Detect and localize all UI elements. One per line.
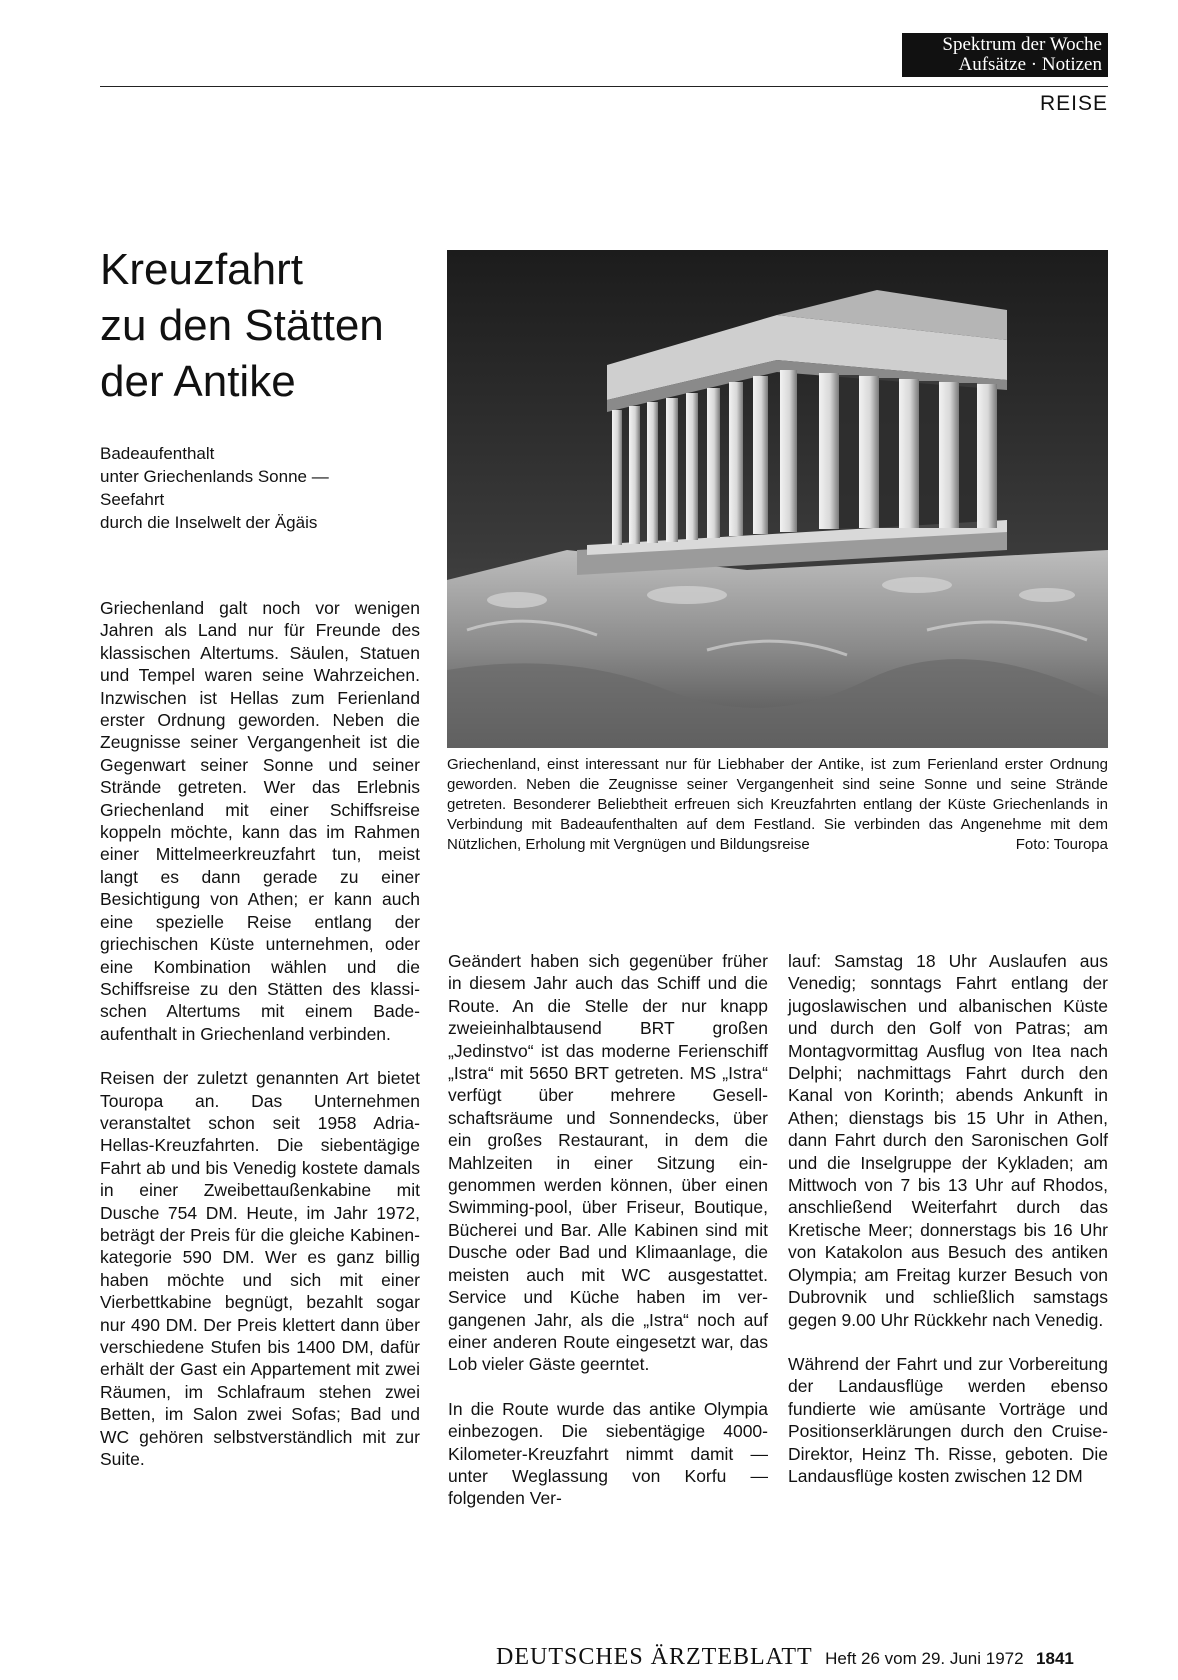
title-line-3: der Antike: [100, 357, 296, 406]
article-title: [100, 242, 440, 410]
article-subtitle: [100, 442, 430, 534]
page-number: 1841: [1036, 1649, 1074, 1668]
badge-line-2: Aufsätze · Notizen: [958, 54, 1102, 75]
col2-paragraph-1: Geändert haben sich gegenüber früher in diesem Jahr auch das Schiff und die Route. An die Stelle der nur knapp zweieinhalbtausend BRT großen „Jedinstvo“ ist das moderne Ferienschiff „Istra“ mit 5650 BRT getreten. MS „Istra“ verfügt über mehrere Gesellschaftsräume und Sonnendecks, über ein großes Restaurant, in dem die Mahlzeiten in einer Sitzung eingenommen werden können, über einen Swimming-pool, über Friseur, Boutique, Bücherei und Bar. Alle Kabinen sind mit Dusche oder Bad und Klimaanlage, die meisten auch mit WC ausgestattet. Service und Küche haben im vergangenen Jahr, als die „Istra“ noch auf einer anderen Route eingesetzt war, das Lob vieler Gäste geerntet.: [448, 951, 768, 1375]
title-line-1: Kreuzfahrt: [100, 245, 303, 294]
caption-text: Griechenland, einst interessant nur für Liebhaber der Antike, ist zum Ferienland erster Ordnung geworden. Neben die Zeugnisse seiner Vergangenheit sind seine Sonne und seine Strände getreten. Besonderer Beliebtheit erfreuen sich Kreuzfahrten entlang der Küste Griechenlands in Verbindung mit Badeaufenthalten auf dem Festland. Sie verbinden das Angenehme mit dem Nützlichen, Erholung mit Vergnügen und Bildungsreise: [447, 756, 1108, 853]
col1-paragraph-2: Reisen der zuletzt genannten Art bietet Touropa an. Das Unternehmen veranstaltet schon seit 1958 Adria-Hellas-Kreuzfahrten. Die siebentägige Fahrt ab und bis Venedig kostete damals in einer Zweibettaußenkabine mit Dusche 754 DM. Heute, im Jahr 1972, beträgt der Preis für die gleiche Kabinenkategorie 590 DM. Wer es ganz billig haben möchte und sich mit einer Vierbettkabine begnügt, bezahlt sogar nur 490 DM. Der Preis klettert dann über verschiedene Stufen bis 1400 DM, dafür erhält der Gast ein Appartement mit zwei Räumen, im Schlafraum stehen zwei Betten, im Salon zwei Sofas; Bad und WC gehören selbstverständlich mit zur Suite.: [100, 1068, 420, 1470]
subtitle-line-4: durch die Inselwelt der Ägäis: [100, 513, 318, 532]
col2-paragraph-2: In die Route wurde das antike Olympia einbezogen. Die siebentägige 4000-Kilometer-Kreuzfahrt nimmt damit — unter Weglassung von Korfu — folgenden Ver-: [448, 1398, 768, 1509]
issue-info: Heft 26 vom 29. Juni 1972: [825, 1649, 1024, 1668]
section-label: REISE: [1039, 92, 1108, 115]
header-rule: [100, 86, 1108, 87]
col3-paragraph-2: Während der Fahrt und zur Vorbereitung der Landausflüge werden ebenso fundierte wie amüsante Vorträge und Positionserklärungen durch den Cruise-Direktor, Heinz Th. Risse, geboten. Die Landausflüge kosten zwischen 12 DM: [788, 1353, 1108, 1486]
page-footer: [496, 1644, 1074, 1671]
section-badge: [902, 33, 1108, 77]
col3-paragraph-1: lauf: Samstag 18 Uhr Auslaufen aus Venedig; sonntags Fahrt entlang der jugoslawischen und albanischen Küste und durch den Golf von Patras; am Montagvormittag Ausflug von Itea nach Delphi; nachmittags Fahrt durch den Kanal von Korinth; abends Ankunft in Athen; dienstags bis 15 Uhr in Athen, dann Fahrt durch den Saronischen Golf und die Inselgruppe der Kykladen; am Mittwoch von 7 bis 13 Uhr auf Rhodos, anschließend Weiterfahrt durch das Kretische Meer; donnerstags bis 16 Uhr von Katakolon aus Besuch des antiken Olympia; am Freitag kurzer Besuch von Dubrovnik und schließlich samstags gegen 9.00 Uhr Rückkehr nach Venedig.: [788, 951, 1108, 1330]
photo-credit: Foto: Touropa: [1015, 836, 1108, 853]
col1-paragraph-1: Griechenland galt noch vor wenigen Jahren als Land nur für Freunde des klassischen Altertums. Säulen, Statuen und Tempel waren seine Wahrzeichen. Inzwischen ist Hellas zum Ferienland erster Ordnung geworden. Neben die Zeugnisse seiner Vergangenheit ist die Gegenwart seiner Sonne und seiner Strände getreten. Wer das Erlebnis Griechenland mit einer Schiffsreise koppeln möchte, kann das im Rahmen einer Mittelmeerkreuzfahrt tun, meist langt es dann gerade zu einer Besichtigung von Athen; er kann auch eine spezielle Reise entlang der griechischen Küste unternehmen, oder eine Kombination wählen und die Schiffsreise zu den Stätten des klassischen Altertums mit einem Badeaufenthalt in Griechenland verbinden.: [100, 598, 420, 1044]
journal-name: DEUTSCHES ÄRZTEBLATT: [496, 1644, 813, 1670]
subtitle-line-1: Badeaufenthalt: [100, 444, 215, 463]
parthenon-photo: [447, 250, 1108, 748]
title-line-2: zu den Stätten: [100, 301, 384, 350]
text-column-2: [448, 950, 768, 1532]
subtitle-line-3: Seefahrt: [100, 490, 165, 509]
subtitle-line-2: unter Griechenlands Sonne —: [100, 467, 329, 486]
text-column-1: [100, 597, 420, 1492]
text-column-3: [788, 950, 1108, 1509]
photo-caption: [447, 755, 1108, 855]
badge-line-1: Spektrum der Woche: [942, 34, 1102, 55]
